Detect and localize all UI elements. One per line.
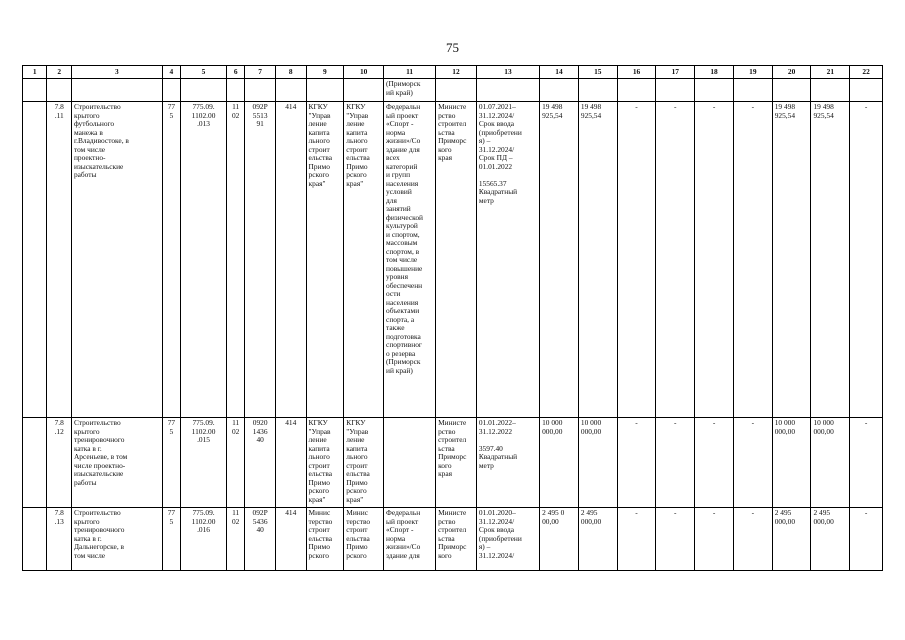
table-cell: 77 5: [162, 508, 180, 571]
table-cell: 7.8 .11: [47, 102, 71, 418]
header-cell-17: 17: [656, 66, 695, 79]
table-cell: 2 495 0 00,00: [540, 508, 579, 571]
table-cell: -: [850, 508, 883, 571]
table-cell: [245, 79, 276, 102]
header-cell-4: 4: [162, 66, 180, 79]
table-cell: [733, 79, 772, 102]
table-cell: [71, 79, 162, 102]
table-cell: -: [656, 418, 695, 508]
table-cell: 7.8 .12: [47, 418, 71, 508]
table-cell: [384, 418, 436, 508]
table-cell: [181, 79, 227, 102]
table-cell: 414: [275, 418, 306, 508]
table-cell: [476, 79, 539, 102]
header-cell-22: 22: [850, 66, 883, 79]
table-cell: 10 000 000,00: [578, 418, 617, 508]
table-cell: -: [656, 102, 695, 418]
header-cell-5: 5: [181, 66, 227, 79]
table-cell: -: [617, 418, 656, 508]
table-cell: 01.01.2022– 31.12.2022 3597.40 Квадратный метр: [476, 418, 539, 508]
table-cell: 092P 5513 91: [245, 102, 276, 418]
table-cell: Строительство крытого футбольного манежа в г.Владивостоке, в том числе проектно- изыскательские работы: [71, 102, 162, 418]
table-cell: [226, 79, 244, 102]
table-cell: [540, 79, 579, 102]
table-cell: 775.09. 1102.00 .013: [181, 102, 227, 418]
table-cell: 10 000 000,00: [811, 418, 850, 508]
table-cell: 11 02: [226, 102, 244, 418]
header-cell-2: 2: [47, 66, 71, 79]
table-cell: [23, 79, 47, 102]
table-cell: Министе рство строител ьства Приморс кого края: [436, 418, 477, 508]
table-cell: 7.8 .13: [47, 508, 71, 571]
table-cell: КГКУ "Управ ление капита льного строит ельства Примо рского края": [344, 418, 384, 508]
table-cell: -: [695, 102, 734, 418]
table-cell: Федеральн ый проект «Спорт - норма жизни»/Со здание для: [384, 508, 436, 571]
header-cell-18: 18: [695, 66, 734, 79]
program-table: [22, 65, 883, 571]
page-number: 75: [446, 40, 459, 55]
table-cell: [162, 79, 180, 102]
header-cell-3: 3: [71, 66, 162, 79]
table-cell: 01.01.2020– 31.12.2024/ Срок ввода (приобретени я) – 31.12.2024/: [476, 508, 539, 571]
table-cell: 19 498 925,54: [772, 102, 811, 418]
table-cell: 77 5: [162, 102, 180, 418]
table-cell: Министе рство строител ьства Приморс кого края: [436, 102, 477, 418]
table-cell: -: [733, 102, 772, 418]
table-cell: 2 495 000,00: [811, 508, 850, 571]
table-cell: [23, 508, 47, 571]
table-cell: [344, 79, 384, 102]
header-cell-12: 12: [436, 66, 477, 79]
table-cell: -: [656, 508, 695, 571]
table-cell: Федеральн ый проект «Спорт - норма жизни»/Со здание для всех категорий и групп населения условий для занятий физической культурой и спортом, массовым спортом, в том числе повышение уровня обеспеченн ости населения объектами спорта, а также подготовка спортивног о резерва (Приморск ий край): [384, 102, 436, 418]
table-cell: 414: [275, 508, 306, 571]
header-cell-6: 6: [226, 66, 244, 79]
table-cell: 775.09. 1102.00 .016: [181, 508, 227, 571]
header-cell-9: 9: [306, 66, 344, 79]
table-cell: 2 495 000,00: [772, 508, 811, 571]
table-cell: 092P 5436 40: [245, 508, 276, 571]
table-cell: -: [617, 508, 656, 571]
header-cell-8: 8: [275, 66, 306, 79]
table-cell: Минис терство строит ельства Примо рского: [344, 508, 384, 571]
table-cell: -: [850, 418, 883, 508]
table-cell: 2 495 000,00: [578, 508, 617, 571]
table-cell: (Приморск ий край): [384, 79, 436, 102]
table-cell: -: [695, 418, 734, 508]
table-cell: Минис терство строит ельства Примо рского: [306, 508, 344, 571]
table-cell: 77 5: [162, 418, 180, 508]
table-cell: [695, 79, 734, 102]
table-cell: 11 02: [226, 508, 244, 571]
table-row: [23, 79, 883, 102]
table-cell: [47, 79, 71, 102]
table-row: [23, 508, 883, 571]
table-cell: 0920 1436 40: [245, 418, 276, 508]
header-cell-13: 13: [476, 66, 539, 79]
table-cell: [617, 79, 656, 102]
table-cell: 414: [275, 102, 306, 418]
header-cell-16: 16: [617, 66, 656, 79]
table-cell: [23, 418, 47, 508]
table-cell: 11 02: [226, 418, 244, 508]
table-cell: -: [733, 418, 772, 508]
header-cell-21: 21: [811, 66, 850, 79]
header-row: [23, 66, 883, 79]
table-cell: -: [733, 508, 772, 571]
header-cell-7: 7: [245, 66, 276, 79]
table-cell: -: [695, 508, 734, 571]
table-cell: 10 000 000,00: [540, 418, 579, 508]
table-cell: -: [617, 102, 656, 418]
header-cell-15: 15: [578, 66, 617, 79]
table-cell: [811, 79, 850, 102]
table-row: [23, 102, 883, 418]
table-row: [23, 418, 883, 508]
table-cell: 19 498 925,54: [540, 102, 579, 418]
table-cell: Строительство крытого тренировочного катка в г. Арсеньеве, в том числе проектно- изыскательские работы: [71, 418, 162, 508]
table-cell: Строительство крытого тренировочного катка в г. Дальнегорске, в том числе: [71, 508, 162, 571]
header-cell-14: 14: [540, 66, 579, 79]
table-cell: 01.07.2021– 31.12.2024/ Срок ввода (приобретени я) – 31.12.2024/ Срок ПД – 01.01.2022 15565.37 Квадратный метр: [476, 102, 539, 418]
table-cell: КГКУ "Управ ление капита льного строит ельства Примо рского края": [344, 102, 384, 418]
table-cell: 19 498 925,54: [578, 102, 617, 418]
table-cell: [850, 79, 883, 102]
table-cell: [436, 79, 477, 102]
header-cell-19: 19: [733, 66, 772, 79]
table-cell: -: [850, 102, 883, 418]
table-cell: 10 000 000,00: [772, 418, 811, 508]
table-cell: КГКУ "Управ ление капита льного строит ельства Примо рского края": [306, 418, 344, 508]
table-cell: [275, 79, 306, 102]
table-cell: [772, 79, 811, 102]
header-cell-1: 1: [23, 66, 47, 79]
table-cell: Министе рство строител ьства Приморс кого: [436, 508, 477, 571]
header-cell-10: 10: [344, 66, 384, 79]
table-cell: 775.09. 1102.00 .015: [181, 418, 227, 508]
table-cell: 19 498 925,54: [811, 102, 850, 418]
table-cell: [306, 79, 344, 102]
table-cell: [578, 79, 617, 102]
table-cell: КГКУ "Управ ление капита льного строит ельства Примо рского края": [306, 102, 344, 418]
header-cell-11: 11: [384, 66, 436, 79]
header-cell-20: 20: [772, 66, 811, 79]
table-cell: [656, 79, 695, 102]
table-cell: [23, 102, 47, 418]
